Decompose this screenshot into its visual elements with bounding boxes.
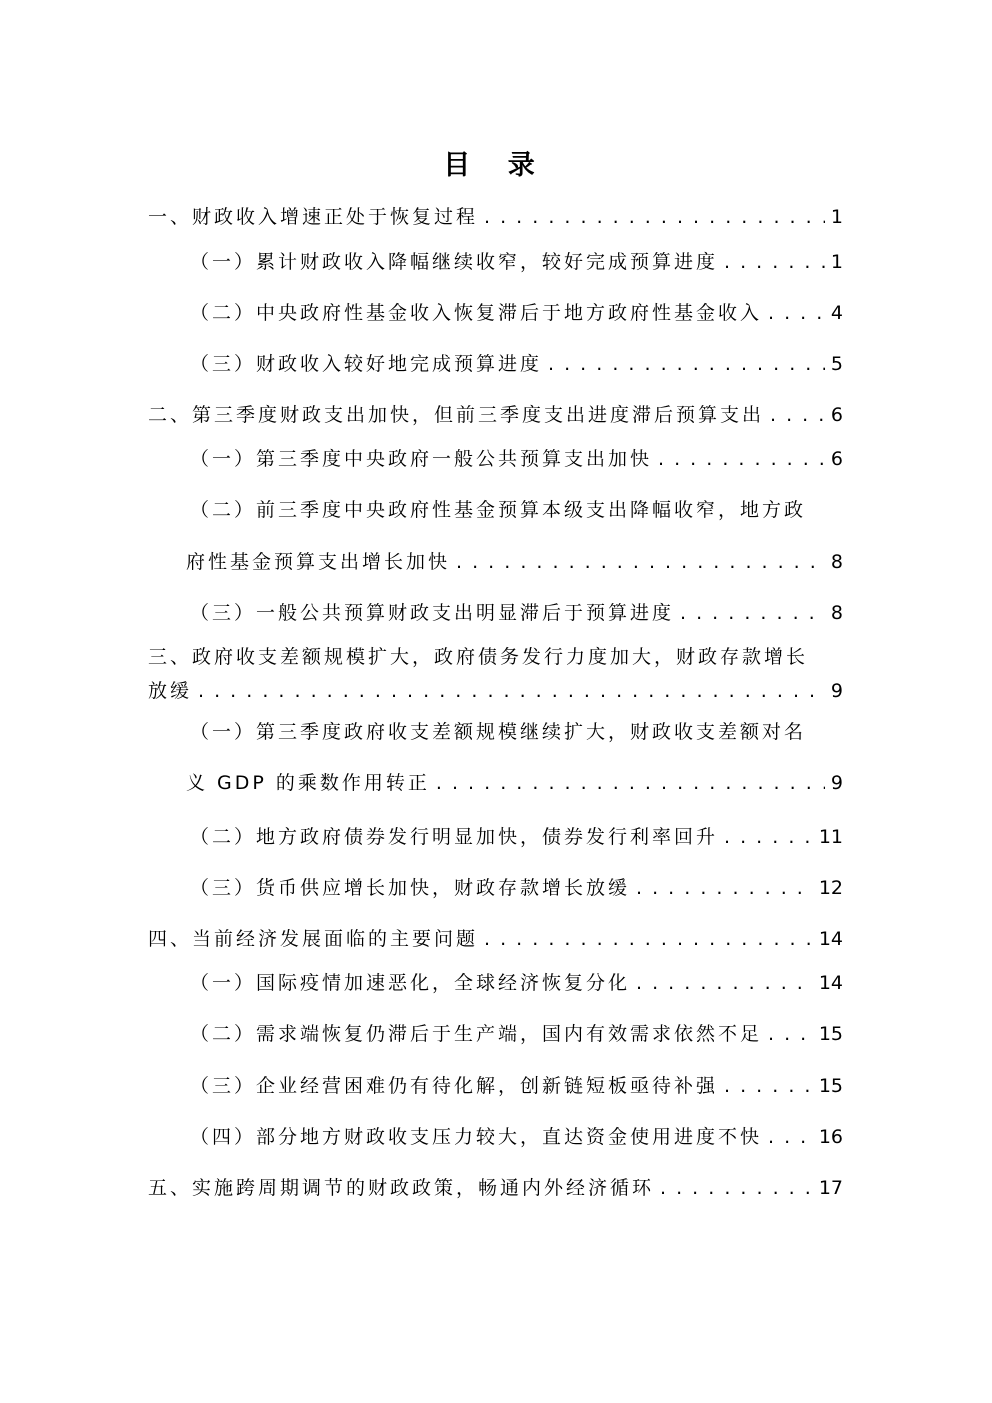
toc-entry-text: 四、当前经济发展面临的主要问题 — [148, 928, 479, 950]
dot-leader — [660, 1174, 813, 1202]
dot-leader — [768, 1123, 813, 1151]
toc-page-number: 5 — [830, 353, 843, 375]
toc-entry[interactable] — [190, 1020, 843, 1048]
toc-entry-text-line1[interactable]: （一）第三季度政府收支差额规模继续扩大，财政收支差额对名 — [190, 721, 807, 743]
toc-entry-text: 放缓 — [148, 680, 193, 702]
toc-page-number: 14 — [818, 972, 843, 994]
dot-leader — [724, 1072, 813, 1100]
toc-entry[interactable] — [190, 445, 843, 473]
dot-leader — [658, 445, 825, 473]
toc-entry-text: （一）国际疫情加速恶化，全球经济恢复分化 — [190, 972, 631, 994]
toc-entry[interactable] — [186, 769, 843, 797]
toc-page-number: 4 — [830, 302, 843, 324]
toc-entry[interactable] — [190, 1123, 843, 1151]
toc-entry-text: 府性基金预算支出增长加快 — [186, 551, 451, 573]
toc-page-number: 1 — [830, 206, 843, 228]
toc-entry[interactable] — [148, 401, 843, 429]
toc-entry[interactable] — [190, 248, 843, 276]
toc-entry-text: （二）需求端恢复仍滞后于生产端，国内有效需求依然不足 — [190, 1023, 763, 1045]
toc-page-number: 16 — [818, 1126, 843, 1148]
toc-page-number: 9 — [830, 772, 843, 794]
toc-page-number: 6 — [830, 448, 843, 470]
toc-entry-text: 一、财政收入增速正处于恢复过程 — [148, 206, 479, 228]
toc-entry-text: （二）地方政府债券发行明显加快，债券发行利率回升 — [190, 826, 719, 848]
toc-title: 目 录 — [443, 150, 549, 181]
dot-leader — [724, 823, 813, 851]
dot-leader — [484, 925, 813, 953]
toc-page-number: 17 — [818, 1177, 843, 1199]
toc-page-number: 12 — [818, 877, 843, 899]
toc-entry-text: 二、第三季度财政支出加快，但前三季度支出进度滞后预算支出 — [148, 404, 765, 426]
toc-entry-text: （三）一般公共预算财政支出明显滞后于预算进度 — [190, 602, 675, 624]
toc-page-number: 15 — [818, 1023, 843, 1045]
dot-leader — [484, 203, 825, 231]
dot-leader — [456, 548, 825, 576]
dot-leader — [768, 299, 825, 327]
toc-entry[interactable] — [190, 969, 843, 997]
toc-page-number: 1 — [830, 251, 843, 273]
toc-entry-text: （四）部分地方财政收支压力较大，直达资金使用进度不快 — [190, 1126, 763, 1148]
dot-leader — [548, 350, 825, 378]
toc-page-number: 11 — [818, 826, 843, 848]
toc-entry[interactable] — [148, 677, 843, 705]
dot-leader — [636, 874, 813, 902]
toc-entry[interactable] — [190, 874, 843, 902]
toc-entry[interactable] — [186, 548, 843, 576]
toc-page-number: 9 — [830, 680, 843, 702]
toc-entry[interactable] — [190, 823, 843, 851]
toc-page-number: 8 — [830, 551, 843, 573]
toc-entry[interactable] — [148, 203, 843, 231]
toc-page-number: 8 — [830, 602, 843, 624]
toc-entry[interactable] — [190, 350, 843, 378]
toc-entry-text: （二）中央政府性基金收入恢复滞后于地方政府性基金收入 — [190, 302, 763, 324]
toc-entry[interactable] — [148, 925, 843, 953]
dot-leader — [768, 1020, 813, 1048]
toc-entry-text: 五、实施跨周期调节的财政政策，畅通内外经济循环 — [148, 1177, 655, 1199]
dot-leader — [770, 401, 825, 429]
toc-entry-text: 义 GDP 的乘数作用转正 — [186, 772, 430, 794]
toc-entry-text: （三）货币供应增长加快，财政存款增长放缓 — [190, 877, 631, 899]
toc-entry-text: （一）第三季度中央政府一般公共预算支出加快 — [190, 448, 653, 470]
toc-entry-text: （三）企业经营困难仍有待化解，创新链短板亟待补强 — [190, 1075, 719, 1097]
toc-entry[interactable] — [148, 1174, 843, 1202]
toc-entry[interactable] — [190, 1072, 843, 1100]
dot-leader — [680, 599, 825, 627]
toc-entry[interactable] — [190, 599, 843, 627]
toc-page-number: 15 — [818, 1075, 843, 1097]
toc-page-number: 14 — [818, 928, 843, 950]
dot-leader — [198, 677, 825, 705]
dot-leader — [436, 769, 825, 797]
toc-entry-text: （三）财政收入较好地完成预算进度 — [190, 353, 543, 375]
dot-leader — [724, 248, 825, 276]
toc-entry-text-line1[interactable]: 三、政府收支差额规模扩大，政府债务发行力度加大，财政存款增长 — [148, 646, 809, 668]
toc-entry-text-line1[interactable]: （二）前三季度中央政府性基金预算本级支出降幅收窄，地方政 — [190, 499, 807, 521]
toc-entry-text: （一）累计财政收入降幅继续收窄，较好完成预算进度 — [190, 251, 719, 273]
dot-leader — [636, 969, 813, 997]
toc-page-number: 6 — [830, 404, 843, 426]
toc-entry[interactable] — [190, 299, 843, 327]
